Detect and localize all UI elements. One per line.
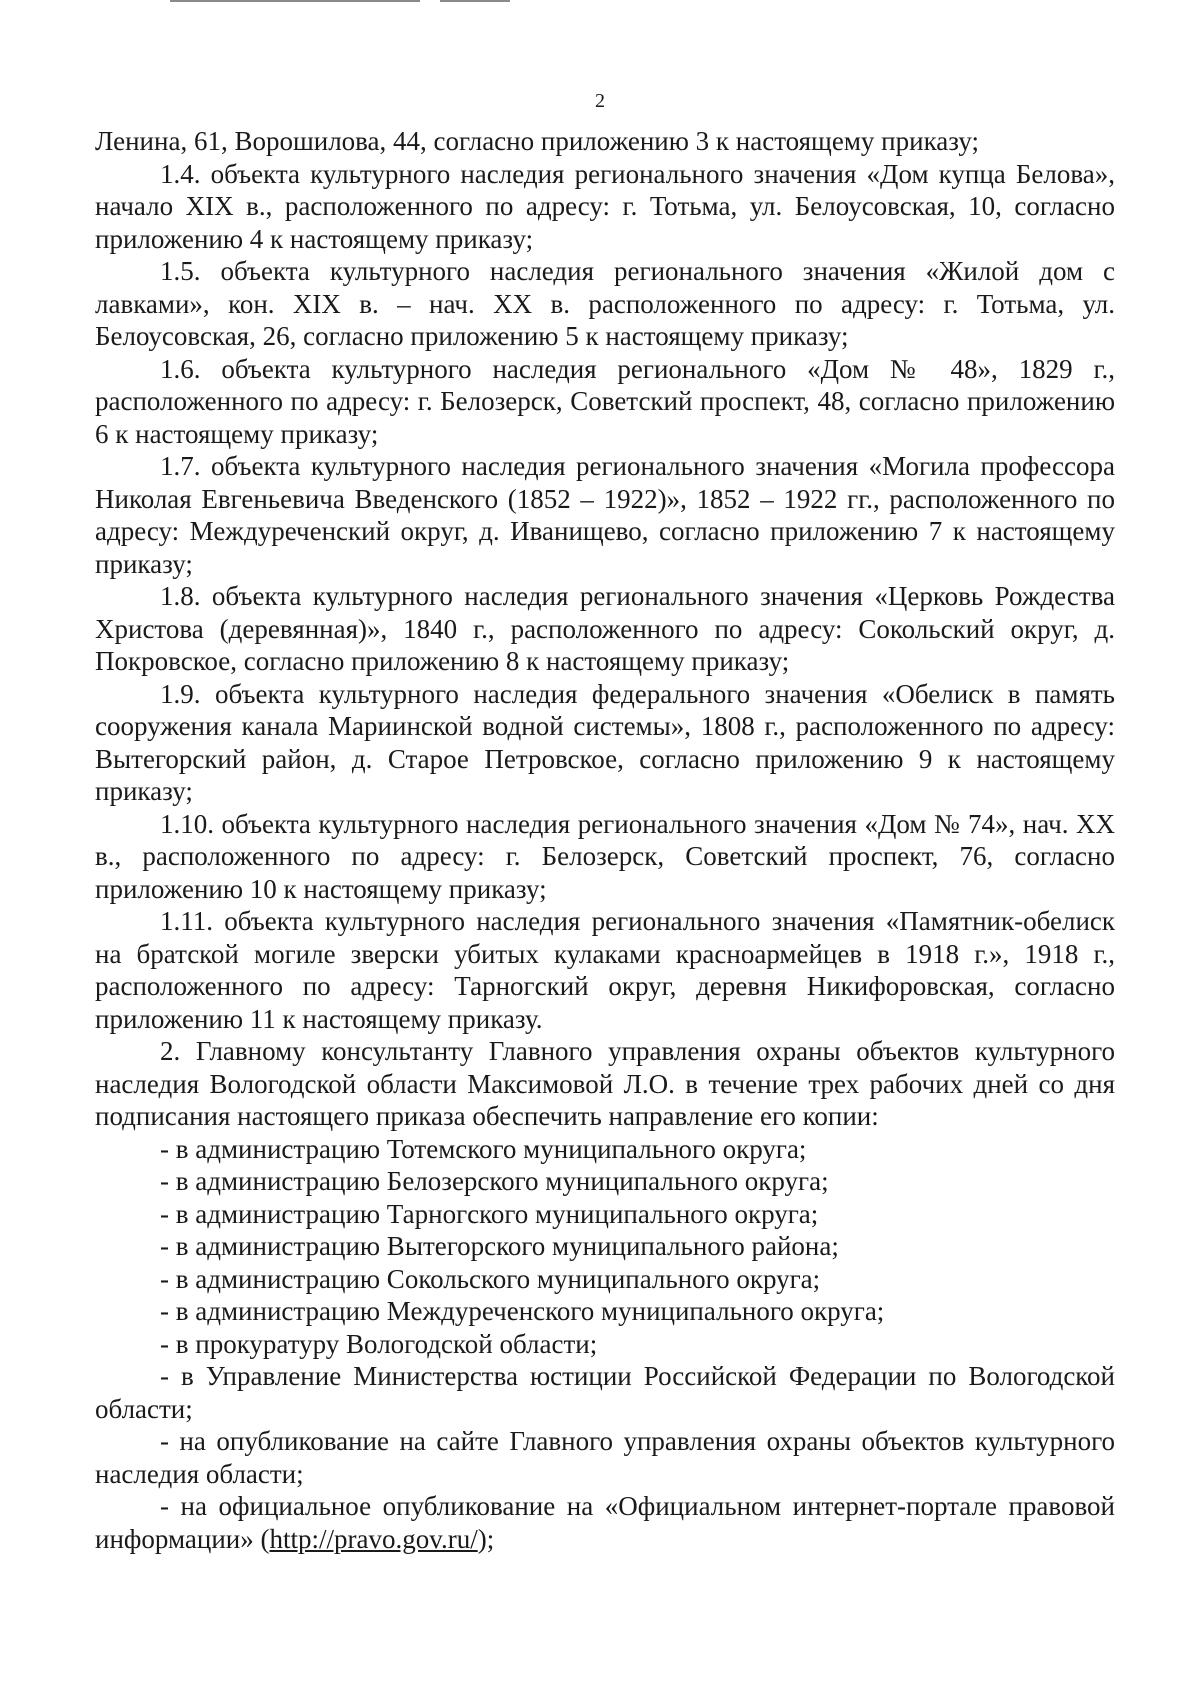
list-item-text: - на официальное опубликование на «Официальном интернет-портале правовой информации» ( <box>95 1491 1115 1554</box>
paragraph-1-4: 1.4. объекта культурного наследия регионального значения «Дом купца Белова», начало XIX в., расположенного по адресу: г. Тотьма, ул. Белоусовская, 10, согласно приложению 4 к настоящему приказу; <box>95 158 1115 254</box>
paragraph-continuation: Ленина, 61, Ворошилова, 44, согласно приложению 3 к настоящему приказу; <box>95 126 979 156</box>
paragraph-1-5: 1.5. объекта культурного наследия регионального значения «Жилой дом с лавками», кон. XIX в. – нач. XX в. расположенного по адресу: г. Тотьма, ул. Белоусовская, 26, согласно приложению 5 к настоящему приказу; <box>95 256 1115 351</box>
list-item: - в администрацию Вытегорского муниципального района; <box>160 1231 839 1261</box>
paragraph-1-7: 1.7. объекта культурного наследия регионального значения «Могила профессора Николая Евгеньевича Введенского (1852 – 1922)», 1852 – 1922 гг., расположенного по адресу: Междуреченский округ, д. Иванищево, согласно приложению 7 к настоящему приказу; <box>95 451 1115 579</box>
pravo-gov-link[interactable]: http://pravo.gov.ru/ <box>269 1523 478 1554</box>
list-item-text-end: ); <box>477 1523 495 1554</box>
paragraph-1-6: 1.6. объекта культурного наследия регионального «Дом № 48», 1829 г., расположенного по адресу: г. Белозерск, Советский проспект, 48, согласно приложению 6 к настоящему приказу; <box>95 353 1115 449</box>
paragraph-1-10: 1.10. объекта культурного наследия регионального значения «Дом № 74», нач. XX в., расположенного по адресу: г. Белозерск, Советский проспект, 76, согласно приложению 10 к настоящему приказу; <box>95 808 1115 904</box>
page-number: 2 <box>595 90 605 112</box>
list-item: - в администрацию Тотемского муниципального округа; <box>160 1133 807 1164</box>
paragraph-2: 2. Главному консультанту Главного управления охраны объектов культурного наследия Вологодской области Максимовой Л.О. в течение трех рабочих дней со дня подписания настоящего приказа обеспечить направление его копии: <box>95 1036 1115 1131</box>
paragraph-1-9: 1.9. объекта культурного наследия федерального значения «Обелиск в память сооружения канала Мариинской водной системы», 1808 г., расположенного по адресу: Вытегорский район, д. Старое Петровское, согласно приложению 9 к настоящему приказу; <box>95 678 1115 806</box>
list-item: - на опубликование на сайте Главного управления охраны объектов культурного наследия области; <box>95 1426 1115 1489</box>
scan-artifact-line <box>170 0 420 2</box>
list-item-official-publication <box>95 1490 1115 1555</box>
scan-artifact-line <box>440 0 510 2</box>
list-item: - в администрацию Сокольского муниципального округа; <box>160 1263 821 1294</box>
document-body <box>95 125 1115 1555</box>
list-item: - в администрацию Тарногского муниципального округа; <box>160 1198 819 1229</box>
list-item: - в администрацию Белозерского муниципального округа; <box>160 1166 829 1196</box>
paragraph-1-11: 1.11. объекта культурного наследия регионального значения «Памятник-обелиск на братской могиле зверски убитых кулаками красноармейцев в 1918 г.», 1918 г., расположенного по адресу: Тарногский округ, деревня Никифоровская, согласно приложению 11 к настоящему приказу. <box>95 906 1115 1034</box>
list-item: - в прокуратуру Вологодской области; <box>160 1328 598 1359</box>
list-item: - в администрацию Междуреченского муниципального округа; <box>160 1296 885 1326</box>
list-item: - в Управление Министерства юстиции Российской Федерации по Вологодской области; <box>95 1361 1115 1424</box>
paragraph-1-8: 1.8. объекта культурного наследия регионального значения «Церковь Рождества Христова (деревянная)», 1840 г., расположенного по адресу: Сокольский округ, д. Покровское, согласно приложению 8 к настоящему приказу; <box>95 581 1115 676</box>
